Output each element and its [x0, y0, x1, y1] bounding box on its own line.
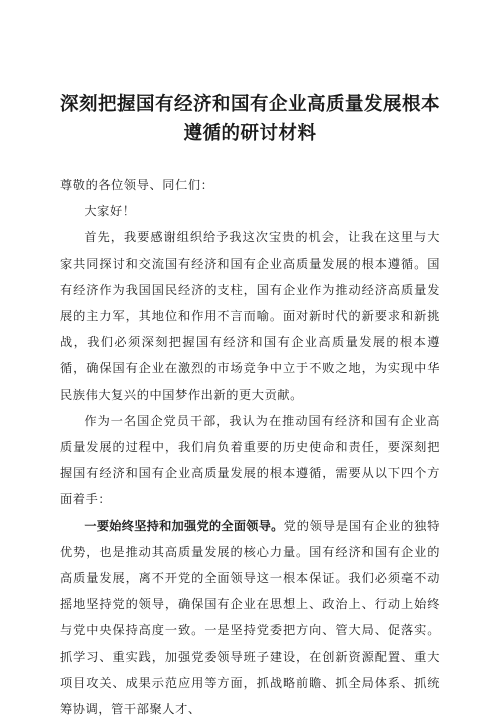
paragraph-intro: 首先，我要感谢组织给予我这次宝贵的机会，让我在这里与大家共同探讨和交流国有经济和国有企业高质量发展的根本遵循。国有经济作为我国国民经济的支柱，国有企业作为推动经济高质量发展的主力军，其地位和作用不言而喻。面对新时代的新要求和新挑战，我们必须深刻把握国有经济和国有企业高质量发展的根本遵循，确保国有企业在激烈的市场竞争中立于不败之地，为实现中华民族伟大复兴的中国梦作出新的更大贡献。: [60, 230, 440, 402]
title-line-1: 深刻把握国有经济和国有企业高质量发展根本: [60, 94, 441, 115]
salutation: 尊敬的各位领导、同仁们：: [60, 178, 214, 192]
paragraph-heading: 一要始终坚持和加强党的全面领导。: [84, 518, 284, 533]
paragraph-party-leadership: [60, 513, 440, 722]
document-body: [60, 172, 440, 722]
paragraph-body: 党的领导是国有企业的独特优势，也是推动其高质量发展的核心力量。国有经济和国有企业的高质量发展，离不开党的全面领导这一根本保证。我们必须毫不动摇地坚持党的领导，确保国有企业在思想上、政治上、行动上始终与党中央保持高度一致。一是坚持党委把方向、管大局、促落实。抓学习、重实践，加强党委领导班子建设，在创新资源配置、重大项目攻关、成果示范应用等方面，抓战略前瞻、抓全局体系、抓统筹协调，管干部聚人才、: [60, 518, 441, 717]
paragraph-approach: 作为一名国企党员干部，我认为在推动国有经济和国有企业高质量发展的过程中，我们肩负着重要的历史使命和责任，要深刻把握国有经济和国有企业高质量发展的根本遵循，需要从以下四个方面着手：: [60, 413, 440, 507]
greeting: 大家好！: [84, 204, 136, 219]
document-title: [60, 90, 440, 148]
title-line-2: 遵循的研讨材料: [183, 123, 317, 144]
